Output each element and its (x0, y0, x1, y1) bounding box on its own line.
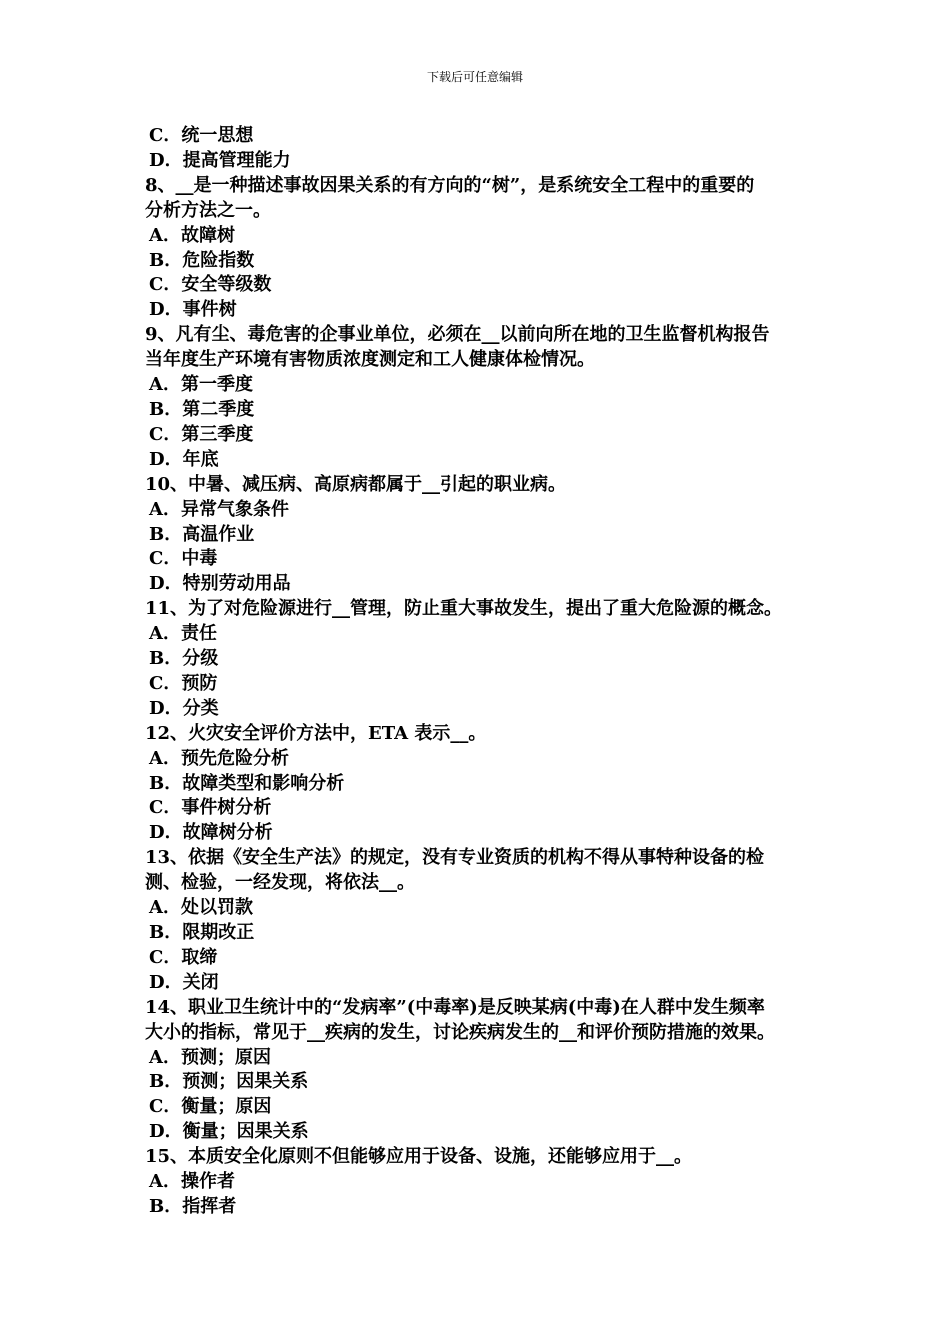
page-header: 下载后可任意编辑 (426, 70, 523, 84)
answer-option: B．分级 (149, 648, 219, 670)
question-text: 测、检验，一经发现，将依法__。 (145, 872, 415, 894)
question-text: 当年度生产环境有害物质浓度测定和工人健康体检情况。 (145, 349, 595, 371)
question-text: 13、依据《安全生产法》的规定，没有专业资质的机构不得从事特种设备的检 (145, 847, 765, 869)
question-text: 大小的指标，常见于__疾病的发生，讨论疾病发生的__和评价预防措施的效果。 (145, 1021, 775, 1043)
answer-option: B．高温作业 (149, 523, 255, 545)
answer-option: A．责任 (149, 623, 217, 645)
answer-option: C．安全等级数 (149, 274, 272, 296)
question-text: 分析方法之一。 (145, 199, 271, 221)
answer-option: C．取缔 (149, 946, 218, 968)
answer-option: C．衡量；原因 (149, 1096, 272, 1118)
question-text: 14、职业卫生统计中的“发病率”(中毒率)是反映某病(中毒)在人群中发生频率 (145, 996, 765, 1018)
answer-option: A．异常气象条件 (149, 498, 289, 520)
answer-option: B．故障类型和影响分析 (149, 772, 345, 794)
answer-option: B．指挥者 (149, 1195, 237, 1217)
answer-option: D．关闭 (149, 971, 219, 993)
answer-option: D．提高管理能力 (149, 149, 291, 171)
answer-option: B．危险指数 (149, 249, 255, 271)
answer-option: D．衡量；因果关系 (149, 1121, 309, 1143)
answer-option: A．处以罚款 (149, 897, 253, 919)
answer-option: B．限期改正 (149, 922, 255, 943)
answer-option: B．预测；因果关系 (149, 1071, 309, 1093)
answer-option: C．统一思想 (149, 125, 254, 146)
question-text: 8、__是一种描述事故因果关系的有方向的“树”，是系统安全工程中的重要的 (145, 174, 755, 196)
answer-option: B．第二季度 (149, 398, 255, 420)
question-text: 12、火灾安全评价方法中，ETA 表示__。 (145, 722, 487, 744)
answer-option: C．第三季度 (149, 423, 254, 445)
answer-option: D．特别劳动用品 (149, 573, 291, 595)
answer-option: A．预测；原因 (149, 1046, 271, 1068)
answer-option: A．第一季度 (149, 374, 253, 396)
answer-option: D．分类 (149, 697, 219, 719)
answer-option: D．事件树 (149, 299, 237, 321)
answer-option: A．操作者 (149, 1171, 235, 1193)
question-text: 9、凡有尘、毒危害的企事业单位，必须在__以前向所在地的卫生监督机构报告 (145, 324, 770, 346)
question-text: 10、中暑、减压病、高原病都属于__引起的职业病。 (145, 473, 567, 495)
question-list (145, 124, 813, 1220)
answer-option: D．年底 (149, 448, 219, 470)
answer-option: A．故障树 (149, 224, 235, 246)
answer-option: C．事件树分析 (149, 797, 272, 819)
question-text: 15、本质安全化原则不但能够应用于设备、设施，还能够应用于__。 (145, 1146, 693, 1168)
answer-option: C．预防 (149, 672, 218, 694)
answer-option: A．预先危险分析 (149, 747, 289, 769)
answer-option: C．中毒 (149, 548, 218, 570)
question-text: 11、为了对危险源进行__管理，防止重大事故发生，提出了重大危险源的概念。 (145, 598, 783, 620)
answer-option: D．故障树分析 (149, 822, 273, 844)
